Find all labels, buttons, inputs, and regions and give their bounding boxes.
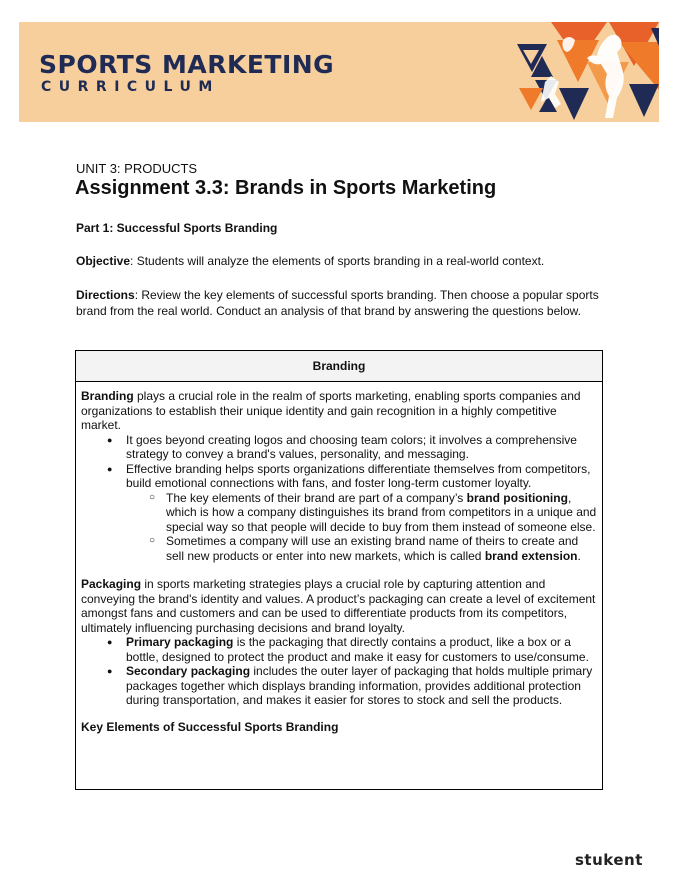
list-item [126,664,597,708]
page-title: Assignment 3.3: Brands in Sports Marketing [75,177,497,199]
sublist-item [166,491,597,535]
branding-table [75,350,603,790]
objective-text: : Students will analyze the elements of sports branding in a real-world context. [130,254,545,268]
packaging-term: Packaging [81,577,142,591]
sublist-item [166,534,597,563]
sports-triangles-art [459,22,659,122]
primary-packaging-text: is the packaging that directly contains a product, like a box or a bottle, designed to protect the product and make it easy for customers to use/consume. [126,635,589,664]
table-body [76,382,602,734]
directions-paragraph [76,287,606,319]
secondary-packaging-text: includes the outer layer of packaging that holds multiple primary packages together which displays branding information, provides additional protection during transportation, and makes it easier for stores to stock and sell the products. [126,664,593,707]
table-header: Branding [76,351,602,382]
header-banner [19,22,659,122]
banner-title: SPORTS MARKETING [39,50,335,79]
triangle-shape [519,88,543,110]
branding-term: Branding [81,389,134,403]
packaging-paragraph [81,577,597,635]
list-item-text: Effective branding helps sports organizations differentiate themselves from competitors, build emotional connections with fans, and foster long-term customer loyalty. [126,461,591,490]
packaging-text: in sports marketing strategies plays a crucial role by capturing attention and conveying the brand's identity and values. A product’s packaging can create a level of excitement amongst fans and customers and can be used to differentiate products from its competitors, ultimately influencing purchasing decisions and brand loyalty. [81,577,596,635]
brand-extension-term: brand extension [484,548,578,563]
branding-list [81,433,597,564]
primary-packaging-term: Primary packaging [126,635,234,649]
sub-text-pre: Sometimes a company will use an existing brand name of theirs to create and sell new products or enter into new markets, which is called [166,534,579,563]
sub-text-pre: The key elements of their brand are part of a company’s [166,490,467,505]
packaging-list [81,635,597,708]
secondary-packaging-term: Secondary packaging [126,664,251,678]
branding-text: plays a crucial role in the realm of sports marketing, enabling sports companies and organizations to establish their unique identity and gain recognition in a highly competitive market. [81,389,581,432]
sub-text-post: , which is how a company distinguishes its brand from competitors in a unique and special way so that people will decide to buy from them instead of someone else. [166,490,597,534]
unit-label: UNIT 3: PRODUCTS [76,161,198,176]
objective-paragraph [76,253,606,269]
triangle-shape [629,84,659,117]
stukent-logo: stukent [575,851,643,869]
directions-label: Directions [76,288,135,302]
list-item [126,462,597,564]
spacer [81,563,597,577]
sub-text-post: . [577,548,581,563]
branding-paragraph [81,389,597,433]
branding-sublist [126,491,597,564]
part-heading: Part 1: Successful Sports Branding [76,221,278,235]
list-item: ● It goes beyond creating logos and choosing team colors; it involves a comprehensive strategy to convey a brand's values, personality, and messaging. [126,433,597,462]
objective-label: Objective [76,254,131,268]
banner-subtitle: CURRICULUM [41,79,220,95]
directions-text: : Review the key elements of successful sports branding. Then choose a popular sports brand from the real world. Conduct an analysis of that brand by answering the questions below. [76,288,599,318]
key-elements-heading: Key Elements of Successful Sports Branding [81,719,339,734]
triangle-shape [559,88,589,120]
list-item [126,635,597,664]
brand-positioning-term: brand positioning [466,490,568,505]
